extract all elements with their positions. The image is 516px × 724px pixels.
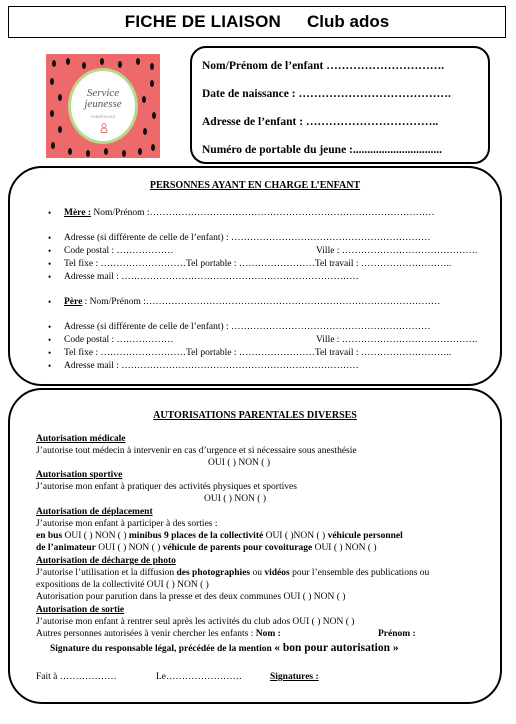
- photo-text-a: J’autorise l’utilisation et la diffusion: [36, 568, 177, 578]
- medical-auth-text: J’autorise tout médecin à intervenir en cas d’urgence et si nécessaire sous anesthésie: [36, 446, 357, 456]
- mother-postal-code-field[interactable]: Code postal : ………………: [64, 246, 174, 256]
- bullet-icon: •: [48, 322, 52, 332]
- child-phone-field[interactable]: Numéro de portable du jeune :...............................: [202, 144, 443, 156]
- photo-text-c: ou: [250, 568, 265, 578]
- bullet-icon: •: [48, 246, 52, 256]
- form-title: FICHE DE LIAISON: [124, 12, 282, 31]
- mother-label: Mère :: [64, 208, 91, 218]
- legal-signature-mention: [50, 642, 399, 654]
- photo-text-e: pour l’ensemble des publications ou: [289, 568, 430, 578]
- child-name-field[interactable]: Nom/Prénom de l’enfant ………………………….: [202, 60, 445, 72]
- father-email-field[interactable]: Adresse mail : …………………………………………………………………: [64, 361, 359, 371]
- auth-section-title: AUTORISATIONS PARENTALES DIVERSES: [153, 410, 357, 421]
- father-postal-code-field[interactable]: Code postal : ………………: [64, 335, 174, 345]
- bullet-icon: •: [48, 272, 52, 282]
- logo-text-town: FABRÈGUES: [90, 114, 116, 119]
- bullet-icon: •: [48, 361, 52, 371]
- staff-vehicle-label-cont: de l’animateur: [36, 543, 96, 553]
- mother-city-field[interactable]: Ville : …………………………………….: [316, 246, 478, 256]
- signatures-label[interactable]: Signatures :: [270, 672, 319, 682]
- staff-vehicle-choice: OUI ( ) NON ( ): [95, 543, 163, 553]
- other-person-name-label: Nom :: [255, 629, 281, 639]
- mother-name-field[interactable]: [64, 208, 435, 218]
- other-persons-label: Autres personnes autorisées à venir chercher les enfants :: [36, 629, 256, 639]
- persons-section-title: PERSONNES AYANT EN CHARGE L’ENFANT: [149, 180, 361, 191]
- carpool-label: véhicule de parents pour covoiturage: [162, 543, 313, 553]
- mother-name-dots: Nom/Prénom :………………………………………………………………………………: [90, 208, 435, 218]
- sport-auth-text: J’autorise mon enfant à pratiquer des activités physiques et sportives: [36, 482, 297, 492]
- minibus-choice: OUI ( )NON ( ): [263, 531, 328, 541]
- child-address-field[interactable]: Adresse de l’enfant : ……………………………..: [202, 116, 439, 128]
- exit-auth-line2[interactable]: [36, 629, 281, 639]
- photo-auth-title: Autorisation de décharge de photo: [36, 556, 176, 566]
- travel-auth-line1[interactable]: [36, 531, 403, 541]
- signed-date-field[interactable]: Le……………………: [156, 672, 243, 682]
- father-name-dots: : Nom/Prénom :…………………………………………………………………………………: [82, 297, 441, 307]
- bullet-icon: •: [48, 233, 52, 243]
- bullet-icon: •: [48, 335, 52, 345]
- mother-phones-field[interactable]: Tel fixe : ………………………Tel portable : ……………………Tel travail : ………………………..: [64, 259, 452, 269]
- bus-choice: OUI ( ) NON ( ): [62, 531, 129, 541]
- father-label: Père: [64, 297, 83, 307]
- father-city-field[interactable]: Ville : …………………………………….: [316, 335, 478, 345]
- bus-label: en bus: [36, 531, 63, 541]
- travel-auth-text: J’autorise mon enfant à participer à des sorties :: [36, 519, 218, 529]
- logo-text-jeunesse: jeunesse: [84, 98, 122, 110]
- minibus-label: minibus 9 places de la collectivité: [128, 531, 264, 541]
- sport-auth-title: Autorisation sportive: [36, 470, 123, 480]
- press-auth-line[interactable]: Autorisation pour parution dans la presse et des deux communes OUI ( ) NON ( ): [36, 592, 346, 602]
- bullet-icon: •: [48, 348, 52, 358]
- service-jeunesse-logo: [46, 54, 160, 158]
- child-birthdate-field[interactable]: Date de naissance : ………………………………….: [202, 88, 451, 100]
- bullet-icon: •: [48, 259, 52, 269]
- photo-text-d: vidéos: [264, 568, 290, 578]
- other-person-firstname-label[interactable]: Prénom :: [378, 629, 416, 639]
- child-info-box: [190, 46, 490, 164]
- carpool-choice: OUI ( ) NON ( ): [312, 543, 377, 553]
- bullet-icon: •: [48, 208, 52, 218]
- logo-text-service: Service: [86, 87, 120, 99]
- father-name-field[interactable]: [64, 297, 440, 307]
- staff-vehicle-label: véhicule personnel: [327, 531, 403, 541]
- signature-mention-text: Signature du responsable légal, précédée de la mention: [50, 644, 275, 654]
- exit-auth-title: Autorisation de sortie: [36, 605, 125, 615]
- persons-in-charge-box: [8, 166, 502, 386]
- father-phones-field[interactable]: Tel fixe : ………………………Tel portable : ……………………Tel travail : ………………………..: [64, 348, 452, 358]
- mother-address-field[interactable]: Adresse (si différente de celle de l’enfant) : ………………………………………………………: [64, 233, 431, 243]
- signed-at-field[interactable]: Fait à ………………: [36, 672, 117, 682]
- club-name: Club ados: [307, 12, 390, 31]
- travel-auth-title: Autorisation de déplacement: [36, 507, 153, 517]
- medical-auth-title: Autorisation médicale: [36, 434, 126, 444]
- travel-auth-line2[interactable]: [36, 543, 377, 553]
- form-header: [8, 6, 506, 38]
- logo-circle: [68, 68, 138, 144]
- bullet-icon: •: [48, 297, 52, 307]
- mother-email-field[interactable]: Adresse mail : …………………………………………………………………: [64, 272, 359, 282]
- sport-auth-choice[interactable]: OUI ( ) NON ( ): [204, 494, 266, 504]
- parental-authorizations-box: [8, 388, 502, 704]
- photo-text-b: des photographies: [176, 568, 251, 578]
- exit-auth-text[interactable]: J’autorise mon enfant à rentrer seul après les activités du club ados OUI ( ) NON ( ): [36, 617, 355, 627]
- medical-auth-choice[interactable]: OUI ( ) NON ( ): [208, 458, 270, 468]
- photo-auth-line1: [36, 568, 429, 578]
- father-address-field[interactable]: Adresse (si différente de celle de l’enfant) : ………………………………………………………: [64, 322, 431, 332]
- photo-auth-line2[interactable]: expositions de la collectivité OUI ( ) NON ( ): [36, 580, 209, 590]
- person-icon: [100, 123, 108, 133]
- bon-pour-autorisation-text: « bon pour autorisation »: [274, 642, 399, 654]
